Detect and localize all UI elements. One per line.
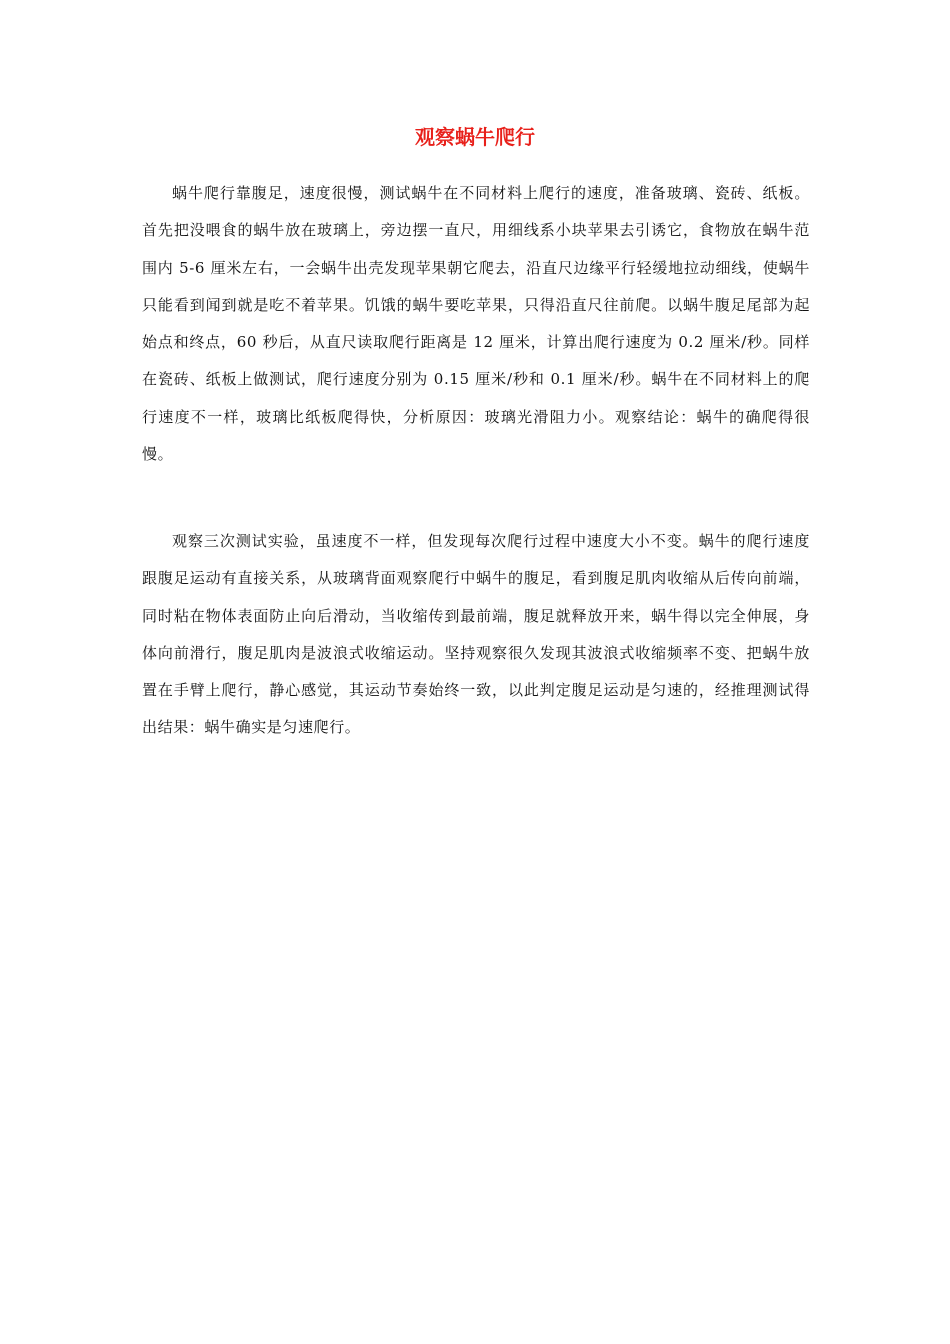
paragraph-1: 蜗牛爬行靠腹足，速度很慢，测试蜗牛在不同材料上爬行的速度，准备玻璃、瓷砖、纸板。首先把没喂食的蜗牛放在玻璃上，旁边摆一直尺，用细线系小块苹果去引诱它，食物放在蜗牛范围内 5-6 厘米左右，一会蜗牛出壳发现苹果朝它爬去，沿直尺边缘平行轻缓地拉动细线，使蜗牛只能看到闻到就是吃不着苹果。饥饿的蜗牛要吃苹果，只得沿直尺往前爬。以蜗牛腹足尾部为起始点和终点，60 秒后，从直尺读取爬行距离是 12 厘米，计算出爬行速度为 0.2 厘米/秒。同样在瓷砖、纸板上做测试，爬行速度分别为 0.15 厘米/秒和 0.1 厘米/秒。蜗牛在不同材料上的爬行速度不一样，玻璃比纸板爬得快，分析原因：玻璃光滑阻力小。观察结论：蜗牛的确爬得很慢。 [142, 184, 810, 464]
paragraph-2: 观察三次测试实验，虽速度不一样，但发现每次爬行过程中速度大小不变。蜗牛的爬行速度跟腹足运动有直接关系，从玻璃背面观察爬行中蜗牛的腹足，看到腹足肌肉收缩从后传向前端，同时粘在物体表面防止向后滑动，当收缩传到最前端，腹足就释放开来，蜗牛得以完全伸展，身体向前滑行，腹足肌肉是波浪式收缩运动。坚持观察很久发现其波浪式收缩频率不变、把蜗牛放置在手臂上爬行，静心感觉，其运动节奏始终一致，以此判定腹足运动是匀速的，经推理测试得出结果：蜗牛确实是匀速爬行。 [142, 532, 810, 737]
document-title: 观察蜗牛爬行 [415, 125, 535, 149]
